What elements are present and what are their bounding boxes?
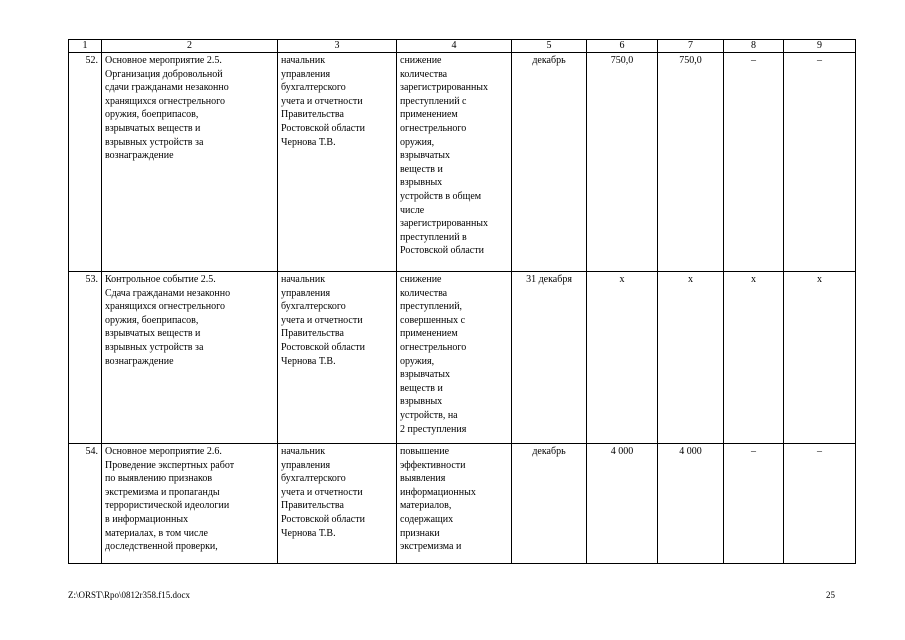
footer-page-number: 25	[826, 590, 835, 600]
result-cell: снижение количества зарегистрированных преступлений с применением огнестрельного оружия, взрывчатых веществ и взрывных устройств в общем числе зарегистрированных преступлений в Ростовской области	[397, 53, 512, 272]
row-number: 54.	[69, 444, 102, 564]
header-cell-5: 5	[512, 40, 587, 53]
header-cell-7: 7	[658, 40, 724, 53]
header-cell-8: 8	[724, 40, 784, 53]
result-cell: снижение количества преступлений, совершенных с применением огнестрельного оружия, взрывчатых веществ и взрывных устройств, на 2 преступления	[397, 272, 512, 444]
table-row	[69, 272, 856, 444]
value-cell-8: –	[724, 53, 784, 272]
activity-cell: Основное мероприятие 2.5. Организация добровольной сдачи гражданами незаконно хранящихся огнестрельного оружия, боеприпасов, взрывчатых веществ и взрывных устройств за вознаграждение	[102, 53, 278, 272]
value-cell-7: 4 000	[658, 444, 724, 564]
responsible-cell: начальник управления бухгалтерского учета и отчетности Правительства Ростовской области Чернова Т.В.	[278, 53, 397, 272]
header-cell-1: 1	[69, 40, 102, 53]
table-row	[69, 444, 856, 564]
date-cell: декабрь	[512, 53, 587, 272]
responsible-cell: начальник управления бухгалтерского учета и отчетности Правительства Ростовской области Чернова Т.В.	[278, 444, 397, 564]
row-number: 53.	[69, 272, 102, 444]
value-cell-8: х	[724, 272, 784, 444]
table-row	[69, 53, 856, 272]
result-cell: повышение эффективности выявления информационных материалов, содержащих признаки экстремизма и	[397, 444, 512, 564]
date-cell: декабрь	[512, 444, 587, 564]
row-number: 52.	[69, 53, 102, 272]
value-cell-7: х	[658, 272, 724, 444]
plan-table	[68, 39, 856, 564]
header-cell-6: 6	[587, 40, 658, 53]
value-cell-7: 750,0	[658, 53, 724, 272]
value-cell-9: х	[784, 272, 856, 444]
footer-file-path: Z:\ORST\Rpo\0812r358.f15.docx	[68, 590, 190, 600]
date-cell: 31 декабря	[512, 272, 587, 444]
activity-cell: Контрольное событие 2.5. Сдача гражданами незаконно хранящихся огнестрельного оружия, боеприпасов, взрывчатых веществ и взрывных устройств за вознаграждение	[102, 272, 278, 444]
responsible-cell: начальник управления бухгалтерского учета и отчетности Правительства Ростовской области Чернова Т.В.	[278, 272, 397, 444]
value-cell-8: –	[724, 444, 784, 564]
value-cell-9: –	[784, 444, 856, 564]
header-cell-9: 9	[784, 40, 856, 53]
activity-cell: Основное мероприятие 2.6. Проведение экспертных работ по выявлению признаков экстремизма и пропаганды террористической идеологии в информационных материалах, в том числе доследственной проверки,	[102, 444, 278, 564]
value-cell-9: –	[784, 53, 856, 272]
header-cell-4: 4	[397, 40, 512, 53]
table-header-row	[69, 40, 856, 53]
value-cell-6: 4 000	[587, 444, 658, 564]
value-cell-6: х	[587, 272, 658, 444]
header-cell-3: 3	[278, 40, 397, 53]
header-cell-2: 2	[102, 40, 278, 53]
value-cell-6: 750,0	[587, 53, 658, 272]
